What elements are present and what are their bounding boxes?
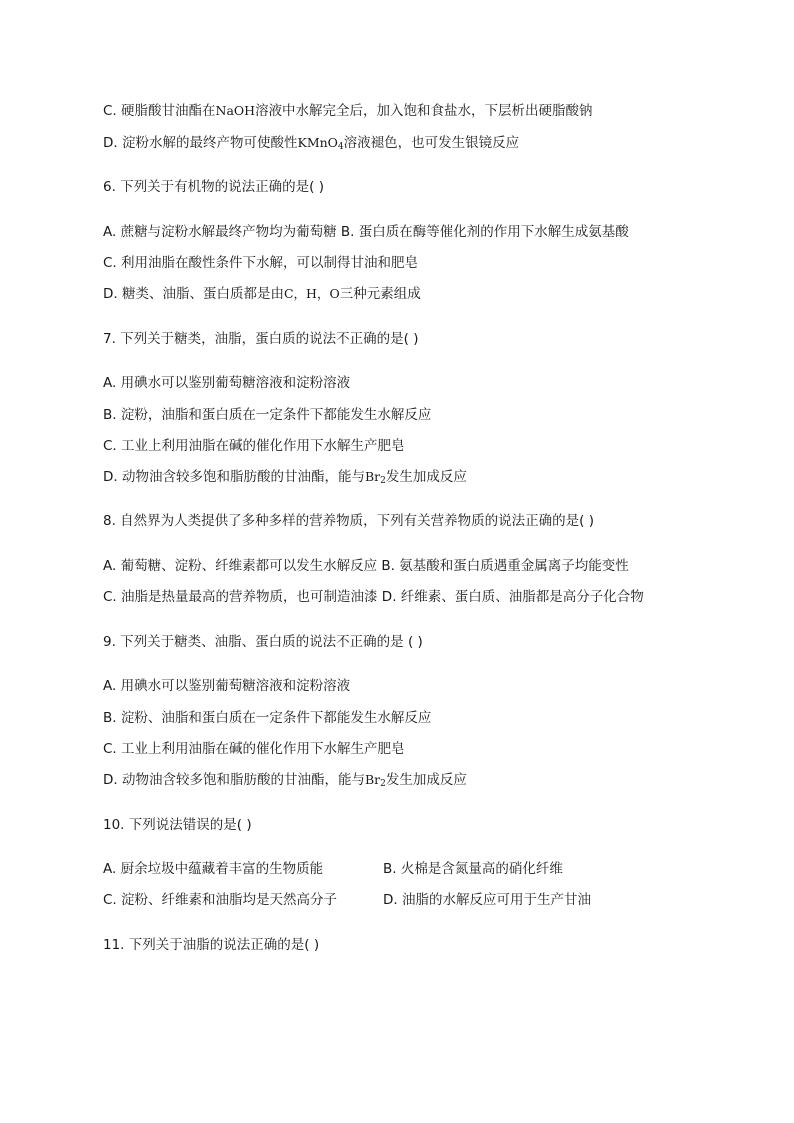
- q10-option-c: C. 淀粉、纤维素和油脂均是天然高分子: [103, 892, 338, 908]
- q5-option-d-text: D. 淀粉水解的最终产物可使酸性: [103, 135, 298, 151]
- q7-option-a: A. 用碘水可以鉴别葡萄糖溶液和淀粉溶液: [103, 375, 351, 391]
- q6-option-c: C. 利用油脂在酸性条件下水解，可以制得甘油和肥皂: [103, 255, 419, 271]
- q11-question: 11. 下列关于油脂的说法正确的是( ): [103, 937, 320, 953]
- q6-option-d: [103, 285, 421, 303]
- q9-option-d: [103, 771, 467, 789]
- q7-option-c: C. 工业上利用油脂在碱的催化作用下水解生产肥皂: [103, 438, 405, 454]
- q5-option-d-formula: KMnO$_4$: [297, 135, 344, 152]
- q10-question: 10. 下列说法错误的是( ): [103, 817, 252, 833]
- q9-option-d-text-end: 发生加成反应: [385, 772, 467, 788]
- q7-option-d: [103, 468, 467, 486]
- q9-option-d-formula: $Br_2$: [364, 772, 386, 789]
- q6-question: 6. 下列关于有机物的说法正确的是( ): [103, 179, 324, 195]
- q7-question: 7. 下列关于糖类，油脂，蛋白质的说法不正确的是( ): [103, 331, 419, 347]
- q8-options-ab: A. 葡萄糖、淀粉、纤维素都可以发生水解反应 B. 氨基酸和蛋白质遇重金属离子均能变性: [103, 558, 629, 574]
- q9-option-b: B. 淀粉、油脂和蛋白质在一定条件下都能发生水解反应: [103, 710, 432, 726]
- q5-option-d: [103, 134, 519, 152]
- q6-option-d-formula: C，H，O: [283, 286, 340, 301]
- q8-question: 8. 自然界为人类提供了多种多样的营养物质，下列有关营养物质的说法正确的是( ): [103, 513, 594, 529]
- q7-option-d-text: D. 动物油含较多饱和脂肪酸的甘油酯，能与: [103, 469, 365, 485]
- q6-options-ab: A. 蔗糖与淀粉水解最终产物均为葡萄糖 B. 蛋白质在酶等催化剂的作用下水解生成氨基酸: [103, 224, 629, 240]
- q10-option-a: A. 厨余垃圾中蕴藏着丰富的生物质能: [103, 861, 324, 877]
- q9-option-a: A. 用碘水可以鉴别葡萄糖溶液和淀粉溶液: [103, 678, 351, 694]
- q9-option-d-text: D. 动物油含较多饱和脂肪酸的甘油酯，能与: [103, 772, 365, 788]
- q7-option-b: B. 淀粉，油脂和蛋白质在一定条件下都能发生水解反应: [103, 407, 432, 423]
- q9-question: 9. 下列关于糖类、油脂、蛋白质的说法不正确的是 ( ): [103, 634, 423, 650]
- q10-option-d: D. 油脂的水解反应可用于生产甘油: [383, 892, 591, 908]
- q10-option-b: B. 火棉是含氮量高的硝化纤维: [383, 861, 563, 877]
- q6-option-d-text: D. 糖类、油脂、蛋白质都是由: [103, 286, 284, 302]
- q5-option-c: [103, 102, 593, 120]
- q5-option-c-formula: NaOH: [215, 103, 256, 118]
- q7-option-d-text-end: 发生加成反应: [385, 469, 467, 485]
- q5-option-c-text-end: 溶液中水解完全后，加入饱和食盐水，下层析出硬脂酸钠: [255, 103, 593, 119]
- q5-option-c-text: C. 硬脂酸甘油酯在: [103, 103, 216, 119]
- q6-option-d-text-end: 三种元素组成: [339, 286, 421, 302]
- q5-option-d-text-end: 溶液褪色，也可发生银镜反应: [343, 135, 520, 151]
- q7-option-d-formula: $Br_2$: [364, 469, 386, 486]
- q8-options-cd: C. 油脂是热量最高的营养物质，也可制造油漆 D. 纤维素、蛋白质、油脂都是高分子化合物: [103, 589, 644, 605]
- q9-option-c: C. 工业上利用油脂在碱的催化作用下水解生产肥皂: [103, 741, 405, 757]
